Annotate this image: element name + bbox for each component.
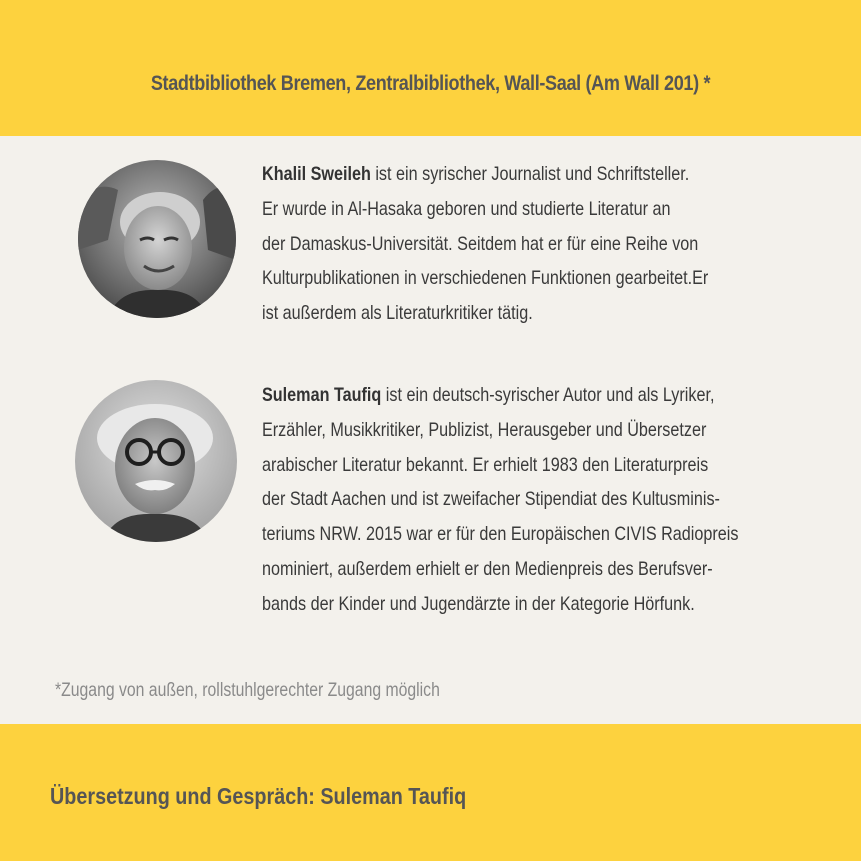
translation-credit: Übersetzung und Gespräch: Suleman Taufiq (50, 783, 467, 809)
accessibility-footnote: *Zugang von außen, rollstuhlgerechter Zugang möglich (55, 680, 440, 701)
portrait-khalil-sweileh (78, 160, 236, 318)
bio-line: ist außerdem als Literaturkritiker tätig. (262, 302, 533, 325)
bio-line (262, 157, 760, 192)
bio-khalil-sweileh (262, 157, 760, 331)
bio-line: Kulturpublikationen in verschiedenen Funktionen gearbeitet.Er (262, 267, 709, 290)
bio-text: ist ein syrischer Journalist und Schriftsteller. (370, 163, 690, 185)
bio-name: Suleman Taufiq (262, 384, 382, 406)
bio-line: bands der Kinder und Jugendärzte in der Kategorie Hörfunk. (262, 592, 695, 615)
bio-name: Khalil Sweileh (262, 163, 371, 185)
venue-line: Stadtbibliothek Bremen, Zentralbibliothek, Wall-Saal (Am Wall 201) * (150, 72, 711, 95)
bio-line: Erzähler, Musikkritiker, Publizist, Herausgeber und Übersetzer (262, 418, 707, 441)
portrait-suleman-taufiq (75, 380, 237, 542)
top-banner (0, 0, 861, 136)
bio-line: der Damaskus-Universität. Seitdem hat er für eine Reihe von (262, 232, 699, 255)
bio-line: der Stadt Aachen und ist zweifacher Stipendiat des Kultusminis- (262, 488, 720, 511)
bio-line: teriums NRW. 2015 war er für den Europäischen CIVIS Radiopreis (262, 523, 739, 546)
bio-suleman-taufiq (262, 378, 760, 622)
bio-line: Er wurde in Al-Hasaka geboren und studierte Literatur an (262, 197, 671, 220)
bio-text: ist ein deutsch-syrischer Autor und als Lyriker, (381, 384, 715, 406)
bio-line (262, 378, 760, 413)
bio-line: arabischer Literatur bekannt. Er erhielt 1983 den Literaturpreis (262, 453, 709, 476)
bio-line: nominiert, außerdem erhielt er den Medienpreis des Berufsver- (262, 557, 713, 580)
